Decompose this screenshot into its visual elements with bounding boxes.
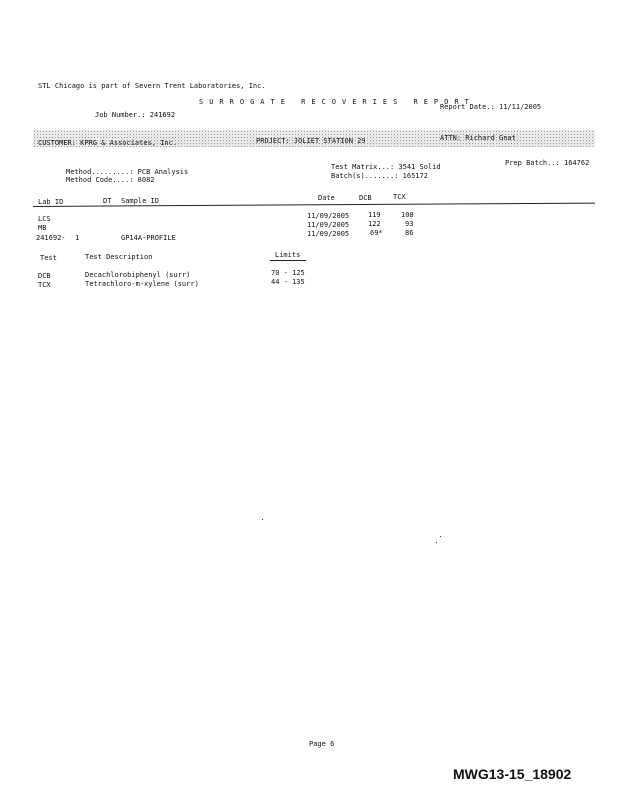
limits-cell-range: 70 - 125 xyxy=(271,269,305,277)
scan-speck xyxy=(436,542,437,543)
cell-dcb: 69* xyxy=(370,229,383,237)
report-date: Report Date.: 11/11/2005 xyxy=(440,103,542,111)
cell-date: 11/09/2005 xyxy=(307,212,350,220)
col-header-dcb: DCB xyxy=(359,194,372,202)
cell-tcx: 86 xyxy=(405,229,414,237)
cell-dcb: 122 xyxy=(368,220,381,228)
limits-header-test: Test xyxy=(40,254,57,262)
scan-speck xyxy=(440,536,441,537)
test-matrix-field: Test Matrix...: 3541 Solid xyxy=(331,163,441,171)
table-header-rule xyxy=(33,203,595,207)
limits-cell-test: TCX xyxy=(38,281,51,289)
prep-batch-field: Prep Batch..: 164762 xyxy=(505,159,590,167)
batch-field: Batch(s).......: 165172 xyxy=(331,172,428,180)
cell-dcb: 119 xyxy=(368,211,381,219)
cell-date: 11/09/2005 xyxy=(307,221,350,229)
cell-tcx: 108 xyxy=(401,211,414,219)
customer-field: CUSTOMER: KPRG & Associates, Inc. xyxy=(38,139,178,147)
col-header-dt: DT xyxy=(103,197,112,205)
limits-cell-description: Tetrachloro-m-xylene (surr) xyxy=(85,280,199,288)
report-title: SURROGATE RECOVERIES REPORT xyxy=(199,98,475,106)
limits-cell-test: DCB xyxy=(38,272,51,280)
limits-cell-range: 44 - 135 xyxy=(271,278,305,286)
limits-header-description: Test Description xyxy=(85,253,153,261)
col-header-lab-id: Lab ID xyxy=(38,198,64,206)
cell-date: 11/09/2005 xyxy=(307,230,350,238)
bates-number: MWG13-15_18902 xyxy=(453,766,572,782)
project-field: PROJECT: JOLIET STATION 29 xyxy=(256,137,366,145)
method-code-field: Method Code....: 8082 xyxy=(66,176,155,184)
attn-field: ATTN: Richard Gnat xyxy=(440,134,516,142)
cell-tcx: 93 xyxy=(405,220,414,228)
job-number: Job Number.: 241692 xyxy=(95,111,176,119)
limits-cell-description: Decachlorobiphenyl (surr) xyxy=(85,271,191,279)
cell-lab-id: MB xyxy=(38,224,47,232)
col-header-tcx: TCX xyxy=(393,193,406,201)
scan-speck xyxy=(262,519,263,520)
page-number: Page 6 xyxy=(309,740,335,748)
col-header-sample-id: Sample ID xyxy=(121,197,159,205)
lab-affiliation-line: STL Chicago is part of Severn Trent Laboratories, Inc. xyxy=(38,82,266,90)
col-header-date: Date xyxy=(318,194,335,202)
cell-sample-id: GP14A-PROFILE xyxy=(121,234,176,242)
method-field: Method.........: PCB Analysis xyxy=(66,168,189,176)
limits-header-limits: Limits xyxy=(275,251,301,259)
cell-lab-id: LCS xyxy=(38,215,51,223)
cell-lab-id: 241692- xyxy=(36,234,66,242)
limits-header-rule xyxy=(270,260,306,261)
cell-dt: 1 xyxy=(75,234,80,242)
